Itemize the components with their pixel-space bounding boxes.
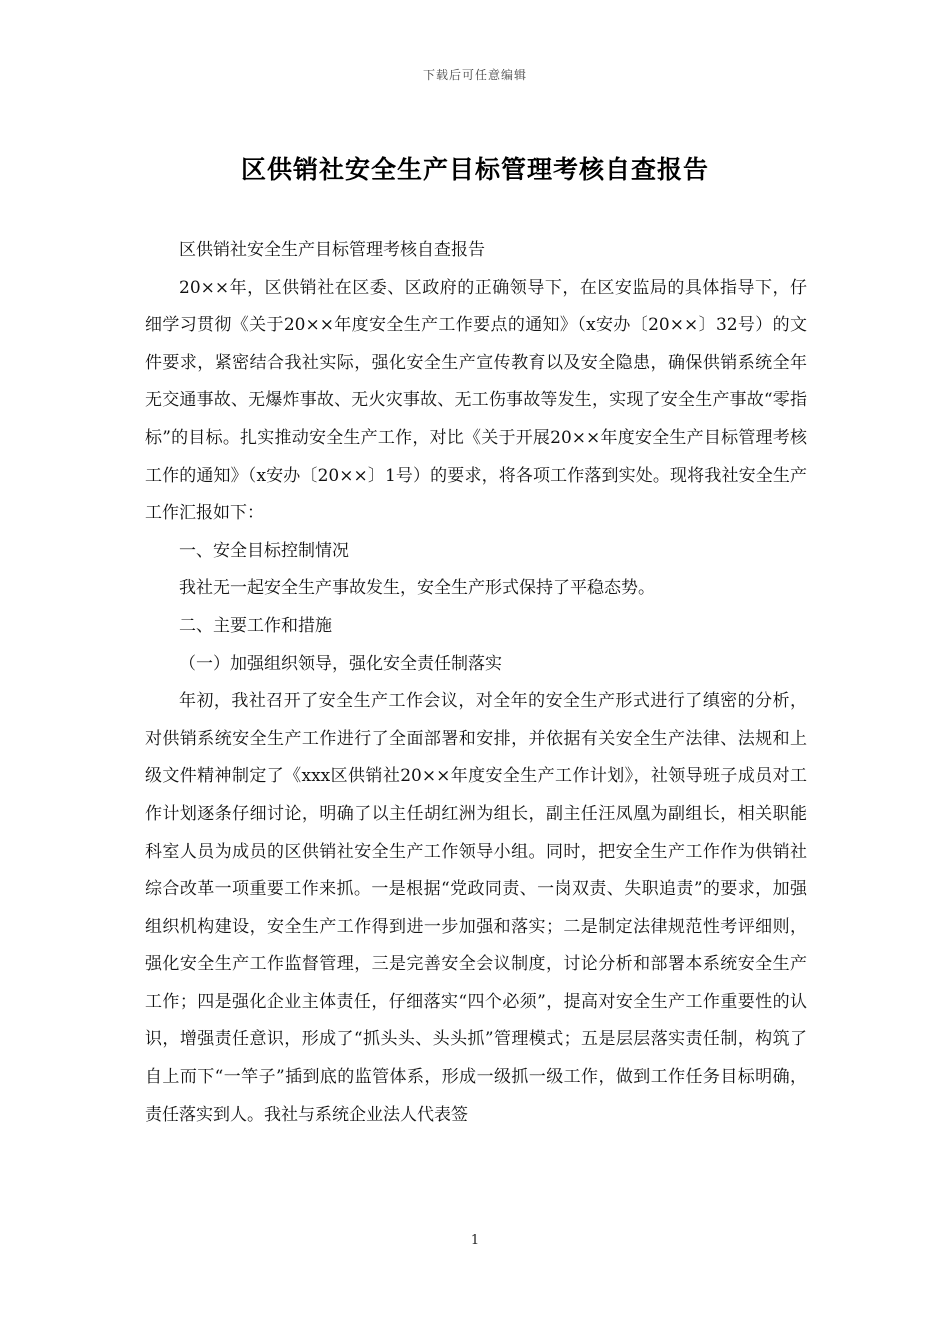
- body-paragraph: 20××年，区供销社在区委、区政府的正确领导下，在区安监局的具体指导下，仔细学习贯彻《关于20××年度安全生产工作要点的通知》（x安办〔20××〕32号）的文件要求，紧密结合我社实际，强化安全生产宣传教育以及安全隐患，确保供销系统全年无交通事故、无爆炸事故、无火灾事故、无工伤事故等发生，实现了安全生产事故“零指标”的目标。扎实推动安全生产工作，对比《关于开展20××年度安全生产目标管理考核工作的通知》（x安办〔20××〕1号）的要求，将各项工作落到实处。现将我社安全生产工作汇报如下：: [145, 277, 807, 524]
- page-number: 1: [470, 1233, 480, 1248]
- body-paragraph: 年初，我社召开了安全生产工作会议，对全年的安全生产形式进行了缜密的分析，对供销系统安全生产工作进行了全面部署和安排，并依据有关安全生产法律、法规和上级文件精神制定了《xxx区供销社20××年度安全生产工作计划》，社领导班子成员对工作计划逐条仔细讨论，明确了以主任胡红洲为组长，副主任汪凤凰为副组长，相关职能科室人员为成员的区供销社安全生产工作领导小组。同时，把安全生产工作作为供销社综合改革一项重要工作来抓。一是根据“党政同责、一岗双责、失职追责”的要求，加强组织机构建设，安全生产工作得到进一步加强和落实；二是制定法律规范性考评细则，强化安全生产工作监督管理，三是完善安全会议制度，讨论分析和部署本系统安全生产工作；四是强化企业主体责任，仔细落实“四个必须”，提高对安全生产工作重要性的认识，增强责任意识，形成了“抓头头、头头抓”管理模式；五是层层落实责任制，构筑了自上而下“一竿子”插到底的监管体系，形成一级抓一级工作，做到工作任务目标明确，责任落实到人。我社与系统企业法人代表签: [145, 691, 807, 1125]
- body-paragraph: 区供销社安全生产目标管理考核自查报告: [179, 240, 485, 260]
- header-note: 下载后可任意编辑: [422, 68, 527, 82]
- section-heading: 二、主要工作和措施: [179, 615, 332, 636]
- subsection-heading: （一）加强组织领导，强化安全责任制落实: [179, 653, 502, 674]
- document-title: 区供销社安全生产目标管理考核自查报告: [240, 155, 709, 184]
- body-paragraph: 我社无一起安全生产事故发生，安全生产形式保持了平稳态势。: [179, 578, 655, 599]
- section-heading: 一、安全目标控制情况: [179, 540, 349, 561]
- document-body: [145, 232, 807, 1134]
